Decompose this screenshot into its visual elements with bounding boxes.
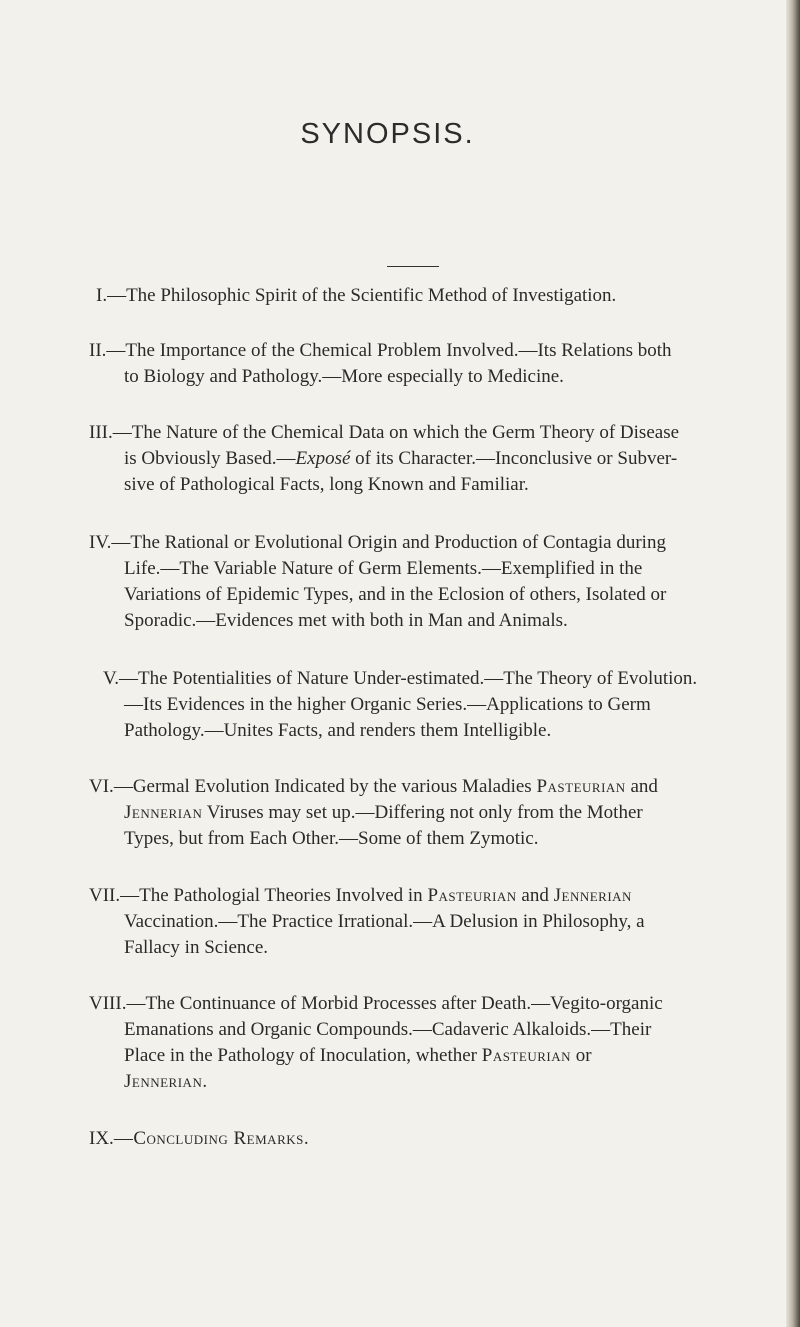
entry-text: . — [202, 1071, 208, 1092]
entry-text: or — [570, 1045, 592, 1066]
entry-text-italic: Exposé — [295, 448, 351, 469]
entry-text: and — [625, 776, 658, 797]
entry-numeral: VII. — [89, 885, 121, 906]
entry-text-smallcaps: Pasteurian — [536, 776, 626, 797]
entry-line: Life.—The Variable Nature of Germ Elements.—Exemplified in the — [124, 558, 643, 579]
entry-text: Place in the Pathology of Inoculation, whether — [124, 1045, 482, 1066]
entry-numeral: I. — [96, 285, 108, 306]
entry-text: and — [516, 885, 554, 906]
entry-numeral: V. — [103, 668, 120, 689]
entry-numeral: II. — [89, 340, 107, 361]
entry-text: —The Pathologial Theories Involved in — [120, 885, 428, 906]
entry-text-smallcaps: Pasteurian — [427, 885, 517, 906]
synopsis-entry-8 — [0, 991, 733, 1095]
entry-line: sive of Pathological Facts, long Known and Familiar. — [124, 474, 529, 495]
synopsis-entry-1 — [0, 283, 733, 309]
entry-text: Viruses may set up.—Differing not only from the Mother — [202, 802, 643, 823]
entry-numeral: VIII. — [89, 993, 127, 1014]
entry-line: Variations of Epidemic Types, and in the Eclosion of others, Isolated or — [124, 584, 667, 605]
entry-text-smallcaps: Jennerian — [124, 1071, 203, 1092]
entry-text-smallcaps: Pasteurian — [481, 1045, 571, 1066]
synopsis-entry-4 — [0, 530, 733, 634]
page-title: SYNOPSIS. — [300, 118, 475, 150]
synopsis-entry-6 — [0, 774, 733, 852]
entry-line: Vaccination.—The Practice Irrational.—A Delusion in Philosophy, a — [124, 911, 645, 932]
entry-numeral: IX. — [89, 1128, 114, 1149]
synopsis-entry-2 — [0, 338, 733, 390]
entry-line: —The Philosophic Spirit of the Scientific Method of Investigation. — [107, 285, 617, 306]
entry-line: —The Nature of the Chemical Data on which the Germ Theory of Disease — [112, 422, 680, 443]
entry-numeral: IV. — [89, 532, 112, 553]
synopsis-entry-7 — [0, 883, 733, 961]
entry-numeral: III. — [89, 422, 113, 443]
entry-line: Emanations and Organic Compounds.—Cadaveric Alkaloids.—Their — [124, 1019, 652, 1040]
entry-text-smallcaps: Jennerian — [553, 885, 632, 906]
title-rule — [387, 266, 439, 267]
entry-line: Sporadic.—Evidences met with both in Man and Animals. — [124, 610, 568, 631]
entry-line: —The Potentialities of Nature Under-estimated.—The Theory of Evolution. — [119, 668, 698, 689]
entry-line: —The Continuance of Morbid Processes after Death.—Vegito-organic — [126, 993, 663, 1014]
entry-line: —Its Evidences in the higher Organic Series.—Applications to Germ — [124, 694, 651, 715]
entry-line: Types, but from Each Other.—Some of them Zymotic. — [124, 828, 539, 849]
entry-line: Fallacy in Science. — [124, 937, 269, 958]
entry-text-smallcaps: Jennerian — [124, 802, 203, 823]
page-edge-shadow — [786, 0, 800, 1327]
entry-text: of its Character.—Inconclusive or Subver- — [350, 448, 678, 469]
entry-text: is Obviously Based.— — [124, 448, 296, 469]
entry-line: Pathology.—Unites Facts, and renders them Intelligible. — [124, 720, 552, 741]
entry-line: to Biology and Pathology.—More especially to Medicine. — [124, 366, 564, 387]
synopsis-entry-9 — [0, 1126, 733, 1152]
synopsis-entry-3 — [0, 420, 733, 498]
entry-numeral: VI. — [89, 776, 114, 797]
entry-line: —The Rational or Evolutional Origin and Production of Contagia during — [111, 532, 666, 553]
entry-text-smallcaps: —Concluding Remarks. — [113, 1128, 310, 1149]
synopsis-entry-5 — [0, 666, 733, 744]
entry-line: —The Importance of the Chemical Problem Involved.—Its Relations both — [106, 340, 672, 361]
entry-text: —Germal Evolution Indicated by the various Maladies — [113, 776, 537, 797]
